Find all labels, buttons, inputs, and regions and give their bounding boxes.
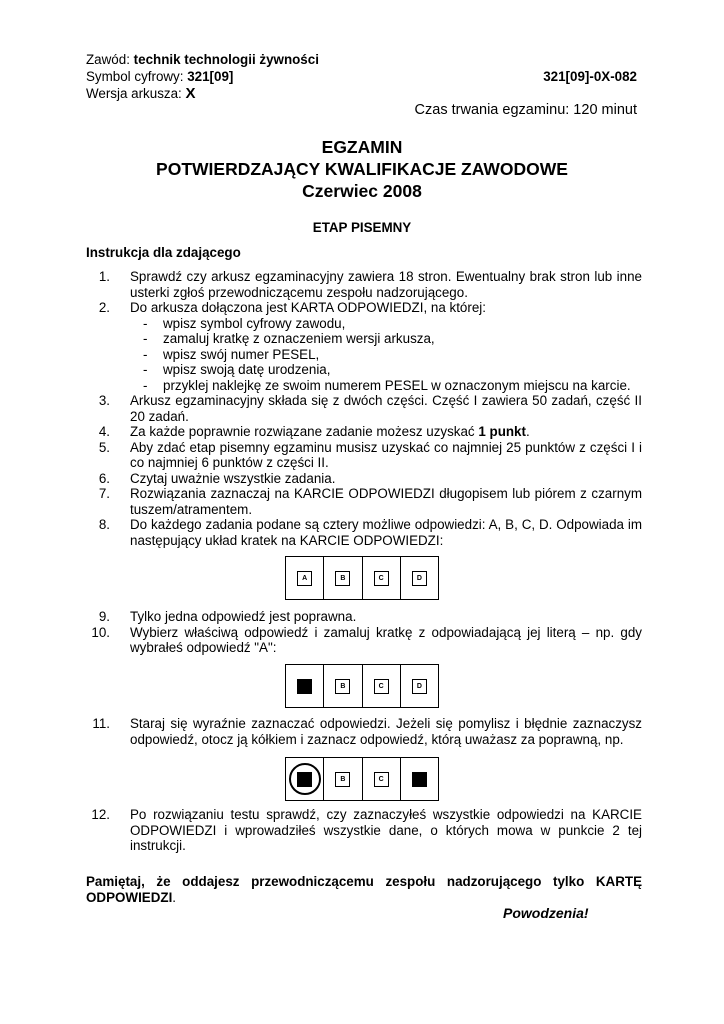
sub-item-text: wpisz swój numer PESEL, [163,346,320,362]
item-number: 3. [98,393,110,408]
symbol-value: 321[09] [187,69,234,84]
item-number: 6. [98,470,110,486]
footer-note-end: . [172,890,177,905]
footer-note [86,874,642,906]
item-number: 7. [98,486,110,501]
dash: - [143,377,148,393]
answer-box-d: D [412,571,427,586]
answer-cell-c [363,665,401,707]
footer-note-text: Pamiętaj, że oddajesz przewodniczącemu zespołu nadzorującego tylko KARTĘ ODPOWIEDZI [86,874,642,905]
answer-box-a: A [297,571,312,586]
answer-box-b: B [335,772,350,787]
item-text-part: . [525,424,530,439]
exam-code: 321[09]-0X-082 [543,69,637,84]
item-number: 10. [91,624,110,640]
answer-grid-correction-example [285,757,439,801]
zawod-label: Zawód: [86,52,130,67]
symbol-label: Symbol cyfrowy: [86,69,184,84]
item-text: Po rozwiązaniu testu sprawdź, czy zaznaczyłeś wszystkie odpowiedzi na KARCIE ODPOWIEDZI i wprowadziłeś wszystkie dane, o których mowa w punkcie 2 tej instrukcji. [130,807,642,853]
sub-item-text: wpisz swoją datę urodzenia, [163,362,331,377]
dash: - [143,362,148,377]
answer-box-b: B [335,679,350,694]
exam-duration: Czas trwania egzaminu: 120 minut [414,102,637,118]
sub-item-text: przyklej naklejkę ze swoim numerem PESEL w oznaczonym miejscu na karcie. [163,377,631,393]
wersja-label: Wersja arkusza: [86,86,182,101]
correction-circle-icon [289,763,321,795]
item-number: 12. [91,807,110,822]
item-text-bold: 1 punkt [478,424,526,439]
header-wersja [86,86,196,102]
item-number: 4. [98,424,110,439]
item-number: 8. [98,517,110,532]
answer-box-d: D [412,679,427,694]
answer-cell-a [286,665,324,707]
answer-box-b: B [335,571,350,586]
answer-cell-a [286,758,324,800]
header-symbol [86,69,233,85]
stage-title: ETAP PISEMNY [312,220,412,235]
title-egzamin: EGZAMIN [321,137,403,157]
answer-cell-d [401,665,438,707]
item-number: 9. [98,609,110,624]
item-text: Sprawdź czy arkusz egzaminacyjny zawiera 18 stron. Ewentualny brak stron lub inne usterki zgłoś przewodniczącemu zespołu nadzorującego. [130,269,642,300]
title-date: Czerwiec 2008 [302,181,422,201]
title-potwierdzajacy: POTWIERDZAJĄCY KWALIFIKACJE ZAWODOWE [156,159,568,179]
item-text: Tylko jedna odpowiedź jest poprawna. [130,609,357,624]
item-text [130,424,642,440]
answer-box-a-filled: A [297,772,312,787]
zawod-value: technik technologii żywności [133,52,319,67]
dash: - [143,315,148,331]
answer-cell-d [401,758,438,800]
item-text: Rozwiązania zaznaczaj na KARCIE ODPOWIEDZI długopisem lub piórem z czarnym tuszem/atramentem. [130,486,642,517]
item-text: Arkusz egzaminacyjny składa się z dwóch części. Część I zawiera 50 zadań, część II 20 zadań. [130,393,642,424]
item-number: 5. [98,439,110,455]
answer-grid-filled-example [285,664,439,708]
answer-cell-d [401,557,438,599]
answer-cell-b [324,758,362,800]
answer-box-a-filled: A [297,679,312,694]
item-text: Staraj się wyraźnie zaznaczać odpowiedzi. Jeżeli się pomylisz i błędnie zaznaczysz odpowiedź, otocz ją kółkiem i zaznacz odpowiedź, którą uważasz za poprawną, np. [130,716,642,747]
item-text-part: Za każde poprawnie rozwiązane zadanie możesz uzyskać [130,424,479,439]
item-text: Do arkusza dołączona jest KARTA ODPOWIEDZI, na której: [130,300,486,315]
item-text: Wybierz właściwą odpowiedź i zamaluj kratkę z odpowiadającą jej literą – np. gdy wybrałeś odpowiedź "A": [130,624,642,655]
item-number: 1. [98,269,110,284]
answer-box-c: C [374,571,389,586]
wersja-value: X [185,85,196,102]
item-text: Aby zdać etap pisemny egzaminu musisz uzyskać co najmniej 25 punktów z części I i co najmniej 6 punktów z części II. [130,439,642,470]
item-number: 11. [92,716,110,731]
answer-cell-b [324,665,362,707]
dash: - [143,346,148,362]
answer-cell-c [363,557,401,599]
item-number: 2. [98,300,110,315]
answer-grid-example [285,556,439,600]
answer-cell-b [324,557,362,599]
dash: - [143,331,148,346]
answer-box-d-filled: D [412,772,427,787]
sub-item-text: zamaluj kratkę z oznaczeniem wersji arkusza, [163,331,435,346]
closing-text: Powodzenia! [503,905,589,921]
answer-cell-a [286,557,324,599]
answer-box-c: C [374,772,389,787]
item-text: Do każdego zadania podane są cztery możliwe odpowiedzi: A, B, C, D. Odpowiada im następujący układ kratek na KARCIE ODPOWIEDZI: [130,517,642,548]
instructions-heading: Instrukcja dla zdającego [86,245,241,260]
answer-box-c: C [374,679,389,694]
sub-item-text: wpisz symbol cyfrowy zawodu, [163,315,346,331]
answer-cell-c [363,758,401,800]
header-zawod [86,52,319,68]
item-text: Czytaj uważnie wszystkie zadania. [130,470,336,486]
